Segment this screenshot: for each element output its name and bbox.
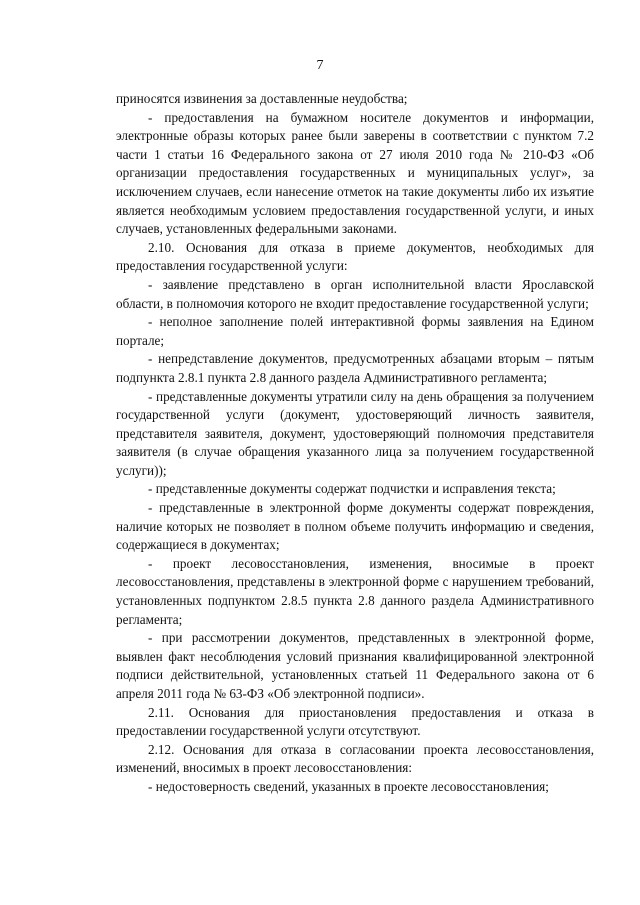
page-number: 7: [316, 58, 324, 73]
paragraph: - представленные в электронной форме документы содержат повреждения, наличие которых не позволяет в полном объеме получить информацию и сведения, содержащиеся в документах;: [116, 500, 594, 553]
section-heading-2-12: 2.12. Основания для отказа в согласовании проекта лесовосстановления, изменений, вносимых в проект лесовосстановления:: [116, 741, 594, 776]
paragraph: - заявление представлено в орган исполнительной власти Ярославской области, в полномочия которого не входит предоставление государственной услуги;: [116, 276, 594, 311]
section-heading-2-11: 2.11. Основания для приостановления предоставления и отказа в предоставлении государственной услуги отсутствуют.: [116, 704, 594, 739]
paragraph: - предоставления на бумажном носителе документов и информации, электронные образы которых ранее были заверены в соответствии с пунктом 7.2 части 1 статьи 16 Федерального закона от 27 июля 2010 года № 210-ФЗ «Об организации предоставления государственных и муниципальных услуг», за исключением случаев, если нанесение отметок на такие документы либо их изъятие является необходимым условием предоставления государственной услуги, и иных случаев, установленных федеральными законами.: [116, 109, 594, 237]
document-body: [116, 90, 594, 797]
paragraph: приносятся извинения за доставленные неудобства;: [116, 91, 408, 106]
paragraph: - представленные документы содержат подчистки и исправления текста;: [148, 481, 556, 497]
paragraph: - непредставление документов, предусмотренных абзацами вторым – пятым подпункта 2.8.1 пункта 2.8 данного раздела Административного регламента;: [116, 351, 594, 385]
paragraph: - неполное заполнение полей интерактивной формы заявления на Едином портале;: [116, 314, 594, 348]
section-heading-2-10: 2.10. Основания для отказа в приеме документов, необходимых для предоставления государственной услуги:: [116, 239, 594, 274]
paragraph: - недостоверность сведений, указанных в проекте лесовосстановления;: [148, 778, 549, 794]
paragraph: - проект лесовосстановления, изменения, вносимые в проект лесовосстановления, представлены в электронной форме с нарушением требований, установленных подпунктом 2.8.5 пункта 2.8 данного раздела Административного регламента;: [116, 555, 594, 627]
paragraph: - представленные документы утратили силу на день обращения за получением государственной услуги (документ, удостоверяющий личность заявителя, представителя заявителя, документ, удостоверяющий полномочия представителя заявителя (в случае обращения указанного лица за получением государственной услуги));: [116, 388, 594, 478]
paragraph: - при рассмотрении документов, представленных в электронной форме, выявлен факт несоблюдения условий признания квалифицированной электронной подписи действительной, установленных статьей 11 Федерального закона от 6 апреля 2011 года № 63-ФЗ «Об электронной подписи».: [116, 630, 594, 701]
